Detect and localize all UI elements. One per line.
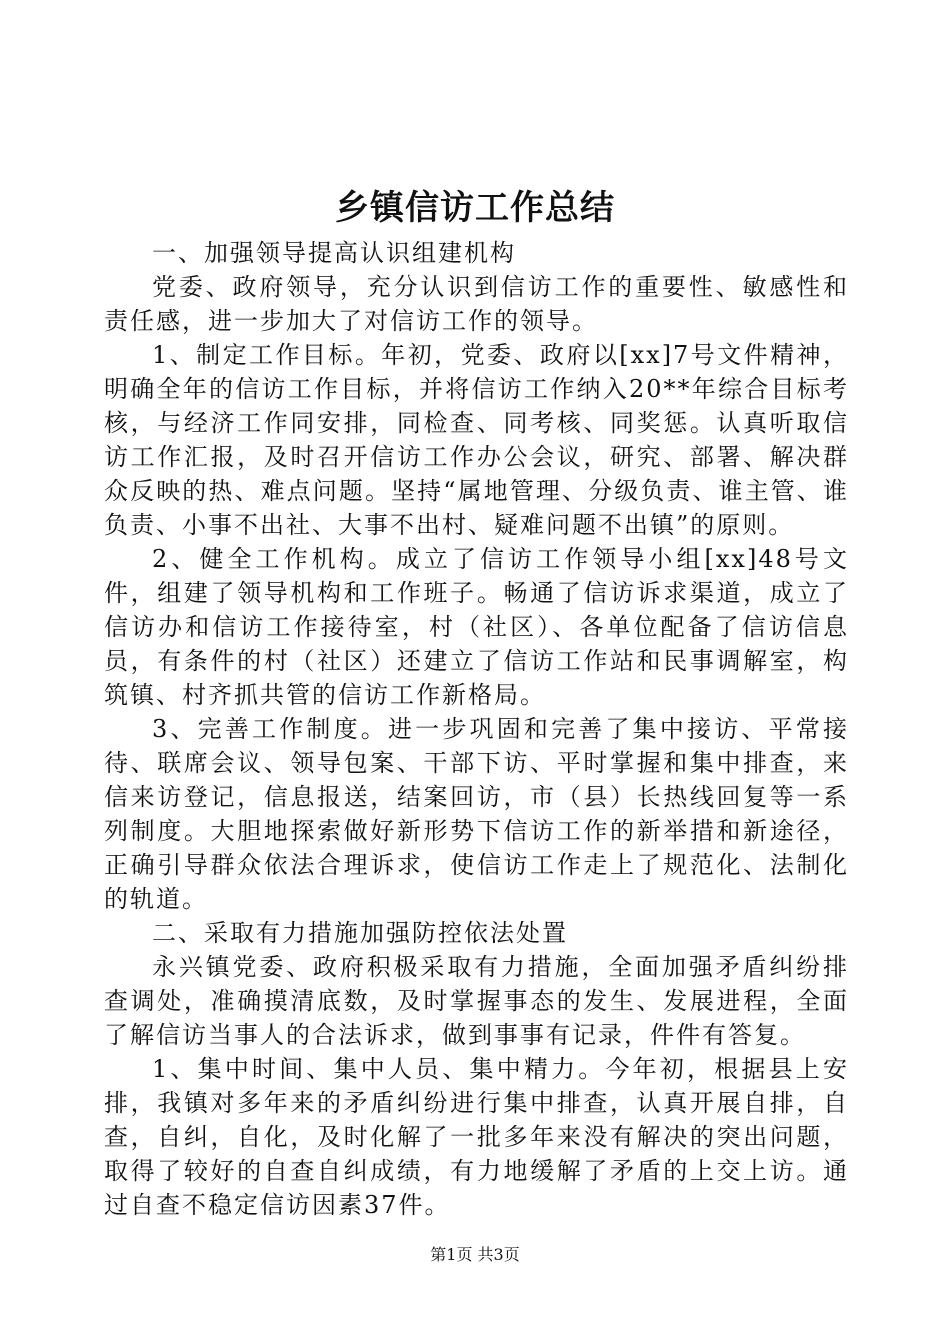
paragraph-intro: 党委、政府领导，充分认识到信访工作的重要性、敏感性和责任感，进一步加大了对信访工作的领导。 bbox=[104, 273, 849, 335]
paragraph-section2-intro: 永兴镇党委、政府积极采取有力措施，全面加强矛盾纠纷排查调处，准确摸清底数，及时掌握事态的发生、发展进程，全面了解信访当事人的合法诉求，做到事事有记录，件件有答复。 bbox=[104, 953, 849, 1049]
paragraph-item-2: 2、健全工作机构。成立了信访工作领导小组[xx]48号文件，组建了领导机构和工作班子。畅通了信访诉求渠道，成立了信访办和信访工作接待室，村（社区）、各单位配备了信访信息员，有条件的村（社区）还建立了信访工作站和民事调解室，构筑镇、村齐抓共管的信访工作新格局。 bbox=[104, 545, 849, 709]
document-body bbox=[104, 236, 849, 1222]
page-footer: 第1页 共3页 bbox=[430, 1245, 520, 1264]
section-heading-1: 一、加强领导提高认识组建机构 bbox=[152, 239, 516, 267]
paragraph-item-3: 3、完善工作制度。进一步巩固和完善了集中接访、平常接待、联席会议、领导包案、干部下访、平时掌握和集中排查，来信来访登记，信息报送，结案回访，市（县）长热线回复等一系列制度。大胆地探索做好新形势下信访工作的新举措和新途径，正确引导群众依法合理诉求，使信访工作走上了规范化、法制化的轨道。 bbox=[104, 715, 849, 913]
paragraph-section2-item-1: 1、集中时间、集中人员、集中精力。今年初，根据县上安排，我镇对多年来的矛盾纠纷进行集中排查，认真开展自排，自查，自纠，自化，及时化解了一批多年来没有解决的突出问题，取得了较好的自查自纠成绩，有力地缓解了矛盾的上交上访。通过自查不稳定信访因素37件。 bbox=[104, 1055, 849, 1219]
section-heading-2: 二、采取有力措施加强防控依法处置 bbox=[152, 919, 568, 947]
document-title: 乡镇信访工作总结 bbox=[335, 188, 615, 228]
paragraph-item-1: 1、制定工作目标。年初，党委、政府以[xx]7号文件精神，明确全年的信访工作目标，并将信访工作纳入20**年综合目标考核，与经济工作同安排，同检查、同考核、同奖惩。认真听取信访工作汇报，及时召开信访工作办公会议，研究、部署、解决群众反映的热、难点问题。坚持“属地管理、分级负责、谁主管、谁负责、小事不出社、大事不出村、疑难问题不出镇”的原则。 bbox=[104, 341, 849, 539]
